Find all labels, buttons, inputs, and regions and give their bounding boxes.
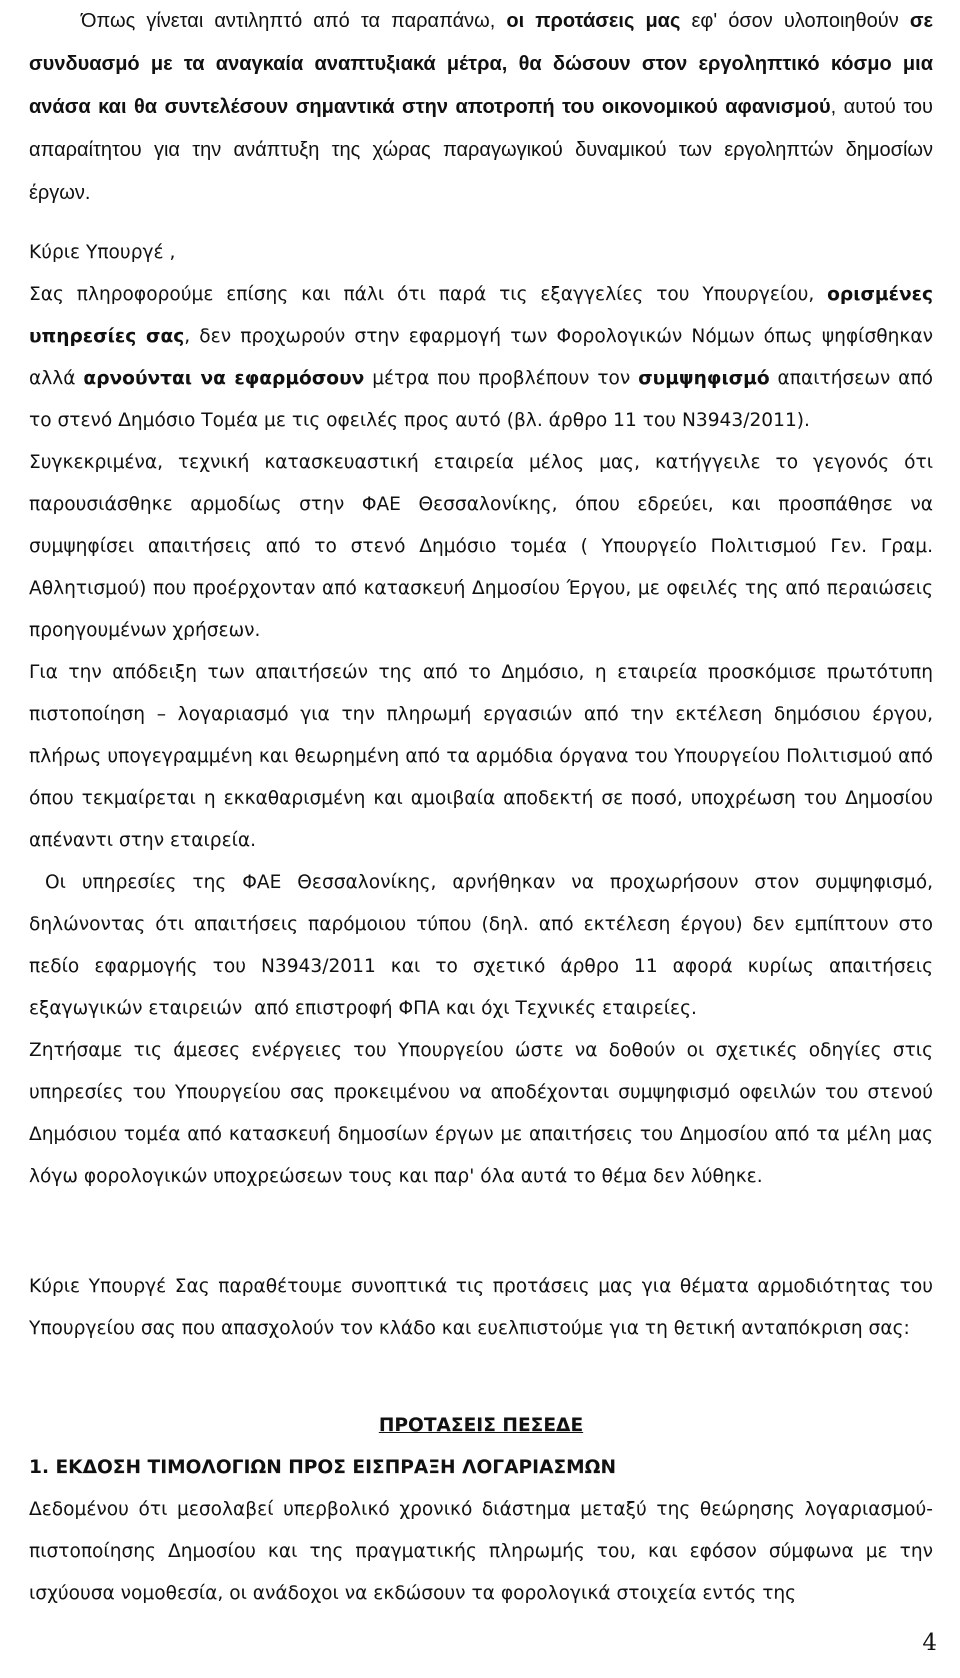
proposals-heading: ΠΡΟΤΑΣΕΙΣ ΠΕΣΕΔΕ [378,1415,584,1436]
para2-text-4: απαιτήσεων από το στενό Δημόσιο Τομέα με τις οφειλές προς αυτό (βλ. άρθρο 11 του Ν3943/2011). [29,368,934,431]
paragraph-services [29,274,933,442]
intro-paragraph [29,0,933,215]
intro-text-3: , αυτού του απαραίτητου για την ανάπτυξη της χώρας παραγωγικού δυναμικού των εργοληπτών δημοσίων έργων. [29,96,933,204]
proposals-intro [29,1266,933,1350]
intro-text-2: εφ' όσον υλοποιηθούν [680,10,910,32]
para2-text-2: , δεν προχωρούν στην εφαρμογή των Φορολογικών Νόμων όπως ψηφίσθηκαν αλλά [29,326,933,389]
intro-bold-2: σε συνδυασμό με τα αναγκαία αναπτυξιακά μέτρα, θα δώσουν στον εργοληπτικό κόσμο μια ανάσα και θα συντελέσουν σημαντικά στην αποτροπή του οικονομικού αφανισμού [29,10,933,118]
page-number: 4 [922,1630,937,1656]
paragraph-complaint: Συγκεκριμένα, τεχνική κατασκευαστική εταιρεία μέλος μας, κατήγγειλε το γεγονός ότι παρουσιάσθηκε αρμοδίως στην ΦΑΕ Θεσσαλονίκης, όπου εδρεύει, και προσπάθησε να συμψηφίσει απαιτήσεις από το στενό Δημόσιο τομέα ( Υπουργείο Πολιτισμού Γεν. Γραμ. Αθλητισμού) που προέρχονταν από κατασκευή Δημοσίου Έργου, με οφειλές της από περαιώσεις προηγουμένων χρήσεων. [29,452,933,641]
intro-text-1: Όπως γίνεται αντιληπτό από τα παραπάνω, [81,10,507,32]
para2-text-1: Σας πληροφορούμε επίσης και πάλι ότι παρά τις εξαγγελίες του Υπουργείου, [29,284,828,305]
para2-text-3: μέτρα που προβλέπουν τον [364,368,639,389]
para2-bold-2: αρνούνται να εφαρμόσουν [83,368,365,389]
para2-bold-3: συμψηφισμό [638,368,770,389]
paragraph-refusal: Οι υπηρεσίες της ΦΑΕ Θεσσαλονίκης, αρνήθηκαν να προχωρήσουν στον συμψηφισμό, δηλώνοντας ότι απαιτήσεις παρόμοιου τύπου (δηλ. από εκτέλεση έργου) δεν εμπίπτουν στο πεδίο εφαρμογής του Ν3943/2011 και το σχετικό άρθρο 11 αφορά κυρίως απαιτήσεις εξαγωγικών εταιρειών από επιστροφή ΦΠΑ και όχι Τεχνικές εταιρείες. [29,872,939,1019]
paragraph-proposals-intro: Κύριε Υπουργέ Σας παραθέτουμε συνοπτικά τις προτάσεις μας για θέματα αρμοδιότητας του Υπουργείου σας που απασχολούν τον κλάδο και ευελπιστούμε για τη θετική ανταπόκριση σας: [29,1276,933,1339]
para2-bold-1: ορισμένες υπηρεσίες σας [29,284,933,347]
intro-section [29,0,933,215]
paragraph-evidence: Για την απόδειξη των απαιτήσεών της από το Δημόσιο, η εταιρεία προσκόμισε πρωτότυπη πιστοποίηση – λογαριασμό για την πληρωμή εργασιών από την εκτέλεση δημόσιου έργου, πλήρως υπογεγραμμένη και θεωρημένη από τα αρμόδια όργανα του Υπουργείου Πολιτισμού από όπου τεκμαίρεται η εκκαθαρισμένη και αμοιβαία αποδεκτή σε ποσό, υποχρέωση του Δημοσίου απέναντι στην εταιρεία. [29,662,933,851]
proposals-section [29,1405,933,1615]
section-1-text: Δεδομένου ότι μεσολαβεί υπερβολικό χρονικό διάστημα μεταξύ της θεώρησης λογαριασμού-πιστοποίησης Δημοσίου και της πραγματικής πληρωμής του, και εφόσον σύμφωνα με την ισχύουσα νομοθεσία, οι ανάδοχοι να εκδώσουν τα φορολογικά στοιχεία εντός της [29,1499,933,1604]
salutation: Κύριε Υπουργέ , [29,242,176,263]
paragraph-request: Ζητήσαμε τις άμεσες ενέργειες του Υπουργείου ώστε να δοθούν οι σχετικές οδηγίες στις υπηρεσίες του Υπουργείου σας προκειμένου να αποδέχονται συμψηφισμό οφειλών του στενού Δημόσιου τομέα από κατασκευή δημοσίων έργων με απαιτήσεις του Δημοσίου από τα μέλη μας λόγω φορολογικών υποχρεώσεων τους και παρ' όλα αυτά το θέμα δεν λύθηκε. [29,1040,933,1187]
intro-bold-1: οι προτάσεις μας [506,10,681,32]
section-1-title: 1. ΕΚΔΟΣΗ ΤΙΜΟΛΟΓΙΩΝ ΠΡΟΣ ΕΙΣΠΡΑΞΗ ΛΟΓΑΡΙΑΣΜΩΝ [29,1457,617,1478]
letter-body [29,232,939,1198]
